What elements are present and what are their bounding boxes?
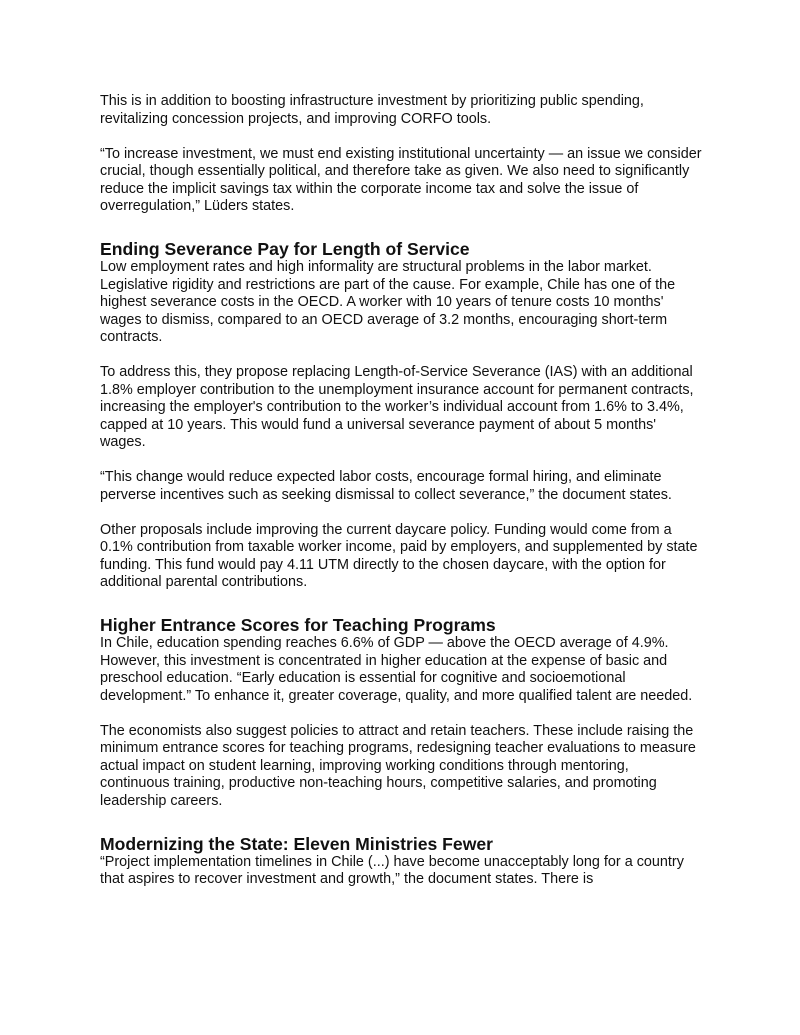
body-paragraph: To address this, they propose replacing Length-of-Service Severance (IAS) with an additional 1.8% employer contribution to the unemployment insurance account for permanent contracts, increasing the employer's contribution to the worker’s individual account from 1.6% to 3.4%, capped at 10 years. This would fund a universal severance payment of about 5 months' wages.	[100, 364, 694, 450]
intro-paragraph: “To increase investment, we must end existing institutional uncertainty — an issue we consider crucial, though essentially political, and therefore take as given. We also need to significantly reduce the implicit savings tax within the corporate income tax and solve the issue of overregulation,” Lüders states.	[100, 145, 702, 214]
section-heading-severance: Ending Severance Pay for Length of Service	[100, 239, 470, 259]
section-heading-teaching: Higher Entrance Scores for Teaching Programs	[100, 615, 496, 635]
body-paragraph: The economists also suggest policies to attract and retain teachers. These include raising the minimum entrance scores for teaching programs, redesigning teacher evaluations to measure actual impact on student learning, improving working conditions through mentoring, continuous training, productive non-teaching hours, competitive salaries, and promoting leadership careers.	[100, 722, 696, 809]
section-heading-state: Modernizing the State: Eleven Ministries Fewer	[100, 833, 494, 854]
document-page	[100, 93, 702, 906]
body-paragraph: Other proposals include improving the current daycare policy. Funding would come from a 0.1% contribution from taxable worker income, paid by employers, and supplemented by state funding. This fund would pay 4.11 UTM directly to the chosen daycare, with the option for additional parental contributions.	[100, 521, 698, 590]
body-paragraph: “Project implementation timelines in Chile (...) have become unacceptably long for a country that aspires to recover investment and growth,” the document states. There is	[100, 853, 684, 887]
body-paragraph: “This change would reduce expected labor costs, encourage formal hiring, and eliminate perverse incentives such as seeking dismissal to collect severance,” the document states.	[100, 469, 672, 503]
intro-paragraph: This is in addition to boosting infrastructure investment by prioritizing public spending, revitalizing concession projects, and improving CORFO tools.	[100, 93, 644, 127]
body-paragraph: Low employment rates and high informality are structural problems in the labor market. Legislative rigidity and restrictions are part of the cause. For example, Chile has one of the highest severance costs in the OECD. A worker with 10 years of tenure costs 10 months' wages to dismiss, compared to an OECD average of 3.2 months, encouraging short-term contracts.	[100, 259, 676, 345]
body-paragraph: In Chile, education spending reaches 6.6% of GDP — above the OECD average of 4.9%. However, this investment is concentrated in higher education at the expense of basic and preschool education. “Early education is essential for cognitive and socioemotional development.” To enhance it, greater coverage, quality, and more qualified talent are needed.	[100, 635, 693, 704]
